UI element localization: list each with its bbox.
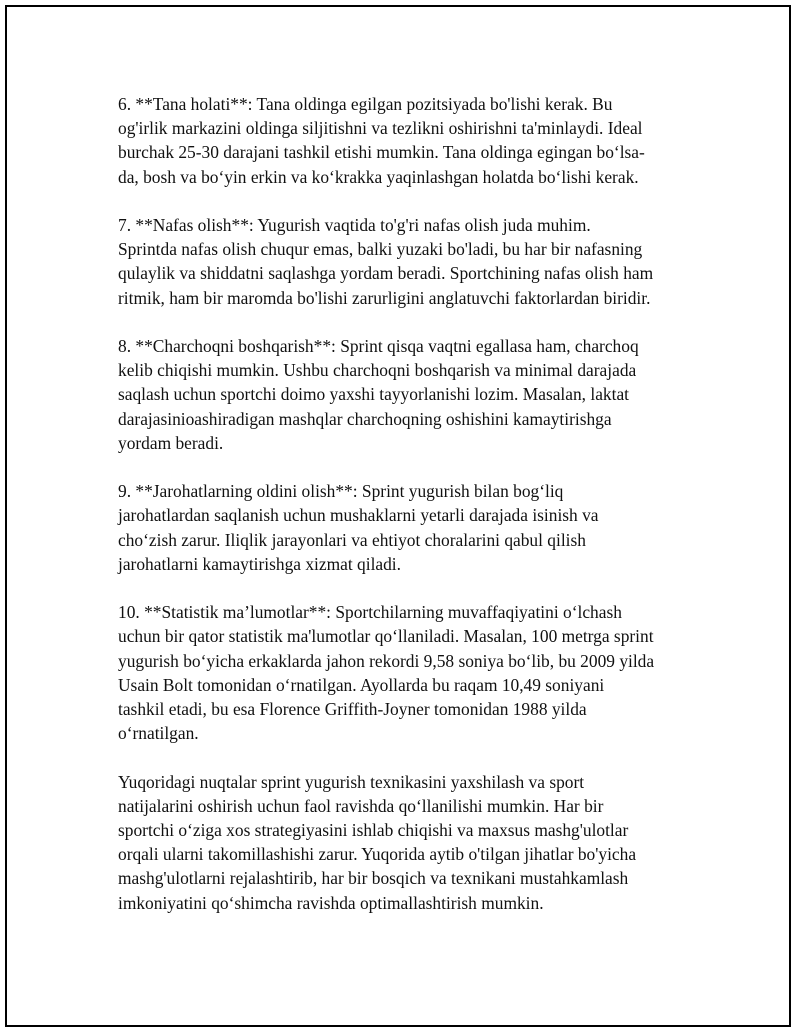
text-line: yordam beradi. xyxy=(118,432,224,453)
text-line: jarohatlarni kamaytirishga xizmat qiladi. xyxy=(118,553,401,574)
text-line: natijalarini oshirish uchun faol ravishda qo‘llanilishi mumkin. Har bir xyxy=(118,795,604,816)
text-line: 7. **Nafas olish**: Yugurish vaqtida to'g'ri nafas olish juda muhim. xyxy=(118,215,591,235)
text-line: 9. **Jarohatlarning oldini olish**: Sprint yugurish bilan bog‘liq xyxy=(118,481,564,502)
text-line: Usain Bolt tomonidan o‘rnatilgan. Ayollarda bu raqam 10,49 soniyani xyxy=(118,674,605,695)
text-line: qulaylik va shiddatni saqlashga yordam beradi. Sportchining nafas olish ham xyxy=(118,263,654,284)
paragraph-tana-holati xyxy=(118,92,698,189)
text-line: mashg'ulotlarni rejalashtirib, har bir bosqich va texnikani mustahkamlash xyxy=(118,868,629,889)
text-line: tashkil etadi, bu esa Florence Griffith-Joyner tomonidan 1988 yilda xyxy=(118,699,587,720)
text-line: 6. **Tana holati**: Tana oldinga egilgan pozitsiyada bo'lishi kerak. Bu xyxy=(118,94,613,114)
text-line: Yuqoridagi nuqtalar sprint yugurish texnikasini yaxshilash va sport xyxy=(118,771,585,792)
text-line: jarohatlardan saqlanish uchun mushaklarni yetarli darajada isinish va xyxy=(118,505,599,526)
text-line: 10. **Statistik ma’lumotlar**: Sportchilarning muvaffaqiyatini o‘lchash xyxy=(118,602,622,623)
text-line: orqali ularni takomillashishi zarur. Yuqorida aytib o'tilgan jihatlar bo'yicha xyxy=(118,844,637,865)
text-line: sportchi o‘ziga xos strategiyasini ishlab chiqishi va maxsus mashg'ulotlar xyxy=(118,820,629,841)
text-line: cho‘zish zarur. Iliqlik jarayonlari va ehtiyot choralarini qabul qilish xyxy=(118,529,586,550)
text-line: da, bosh va bo‘yin erkin va ko‘krakka yaqinlashgan holatda bo‘lishi kerak. xyxy=(118,166,639,187)
paragraph-statistik-malumotlar xyxy=(118,600,698,745)
text-line: burchak 25-30 darajani tashkil etishi mumkin. Tana oldinga egingan bo‘lsa- xyxy=(118,142,645,163)
paragraph-conclusion xyxy=(118,770,698,915)
text-line: o‘rnatilgan. xyxy=(118,723,199,744)
text-line: og'irlik markazini oldinga siljitishni va tezlikni oshirishni ta'minlaydi. Ideal xyxy=(118,118,643,139)
text-line: saqlash uchun sportchi doimo yaxshi tayyorlanishi lozim. Masalan, laktat xyxy=(118,384,629,405)
text-line: imkoniyatini qo‘shimcha ravishda optimallashtirish mumkin. xyxy=(118,892,544,913)
paragraph-charchoqni-boshqarish xyxy=(118,334,698,455)
text-line: ritmik, ham bir maromda bo'lishi zarurligini anglatuvchi faktorlardan biridir. xyxy=(118,287,651,308)
text-line: darajasinioashiradigan mashqlar charchoqning oshishini kamaytirishga xyxy=(118,408,612,429)
text-line: uchun bir qator statistik ma'lumotlar qo‘llaniladi. Masalan, 100 metrga sprint xyxy=(118,626,654,647)
text-line: kelib chiqishi mumkin. Ushbu charchoqni boshqarish va minimal darajada xyxy=(118,360,637,381)
paragraph-nafas-olish xyxy=(118,213,698,310)
document-body xyxy=(118,92,698,939)
text-line: Sprintda nafas olish chuqur emas, balki yuzaki bo'ladi, bu har bir nafasning xyxy=(118,239,643,260)
text-line: yugurish bo‘yicha erkaklarda jahon rekordi 9,58 soniya bo‘lib, bu 2009 yilda xyxy=(118,650,655,671)
paragraph-jarohatlarning-oldini-olish xyxy=(118,479,698,576)
text-line: 8. **Charchoqni boshqarish**: Sprint qisqa vaqtni egallasa ham, charchoq xyxy=(118,336,639,356)
